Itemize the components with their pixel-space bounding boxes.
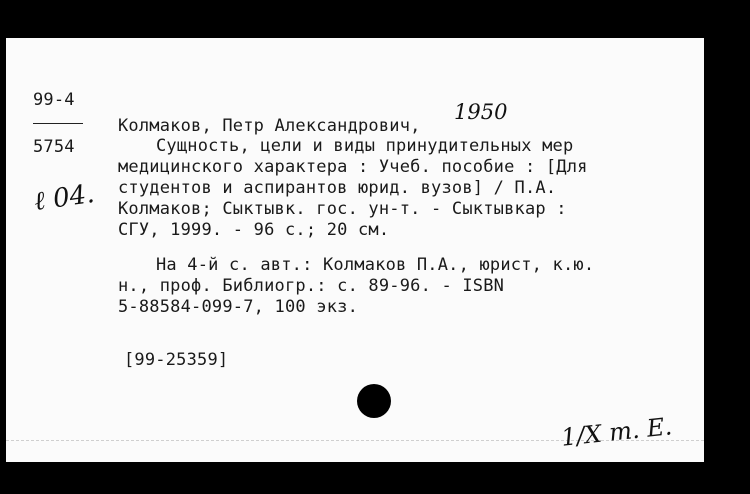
title-line-1: Сущность, цели и виды принудительных мер: [156, 136, 574, 156]
class-number: 99-4: [33, 90, 75, 110]
order-number: [99-25359]: [124, 350, 229, 370]
author-heading: Колмаков, Петр Александрович,: [118, 116, 421, 136]
title-line-3: студентов и аспирантов юрид. вузов] / П.А.: [118, 178, 557, 198]
card-number: 5754: [33, 137, 75, 157]
note-line-2: н., проф. Библиогр.: с. 89-96. - ISBN: [118, 276, 505, 296]
title-line-2: медицинского характера : Учеб. пособие : [Для: [118, 157, 588, 177]
note-line-1: На 4-й с. авт.: Колмаков П.А., юрист, к.ю.: [156, 255, 595, 275]
author-birth-year-handwriting: 1950: [454, 100, 508, 124]
catalog-card: [6, 38, 704, 462]
bottom-handwriting: 1/X т. Е.: [559, 412, 674, 452]
publication-line: Колмаков; Сыктывк. гос. ун-т. - Сыктывкар :: [118, 199, 567, 219]
physical-description-line: СГУ, 1999. - 96 с.; 20 см.: [118, 220, 390, 240]
margin-handwriting: ℓ 04.: [32, 178, 97, 218]
divider-rule: [33, 123, 83, 124]
punch-hole: [357, 384, 391, 418]
isbn-line: 5-88584-099-7, 100 экз.: [118, 297, 359, 317]
